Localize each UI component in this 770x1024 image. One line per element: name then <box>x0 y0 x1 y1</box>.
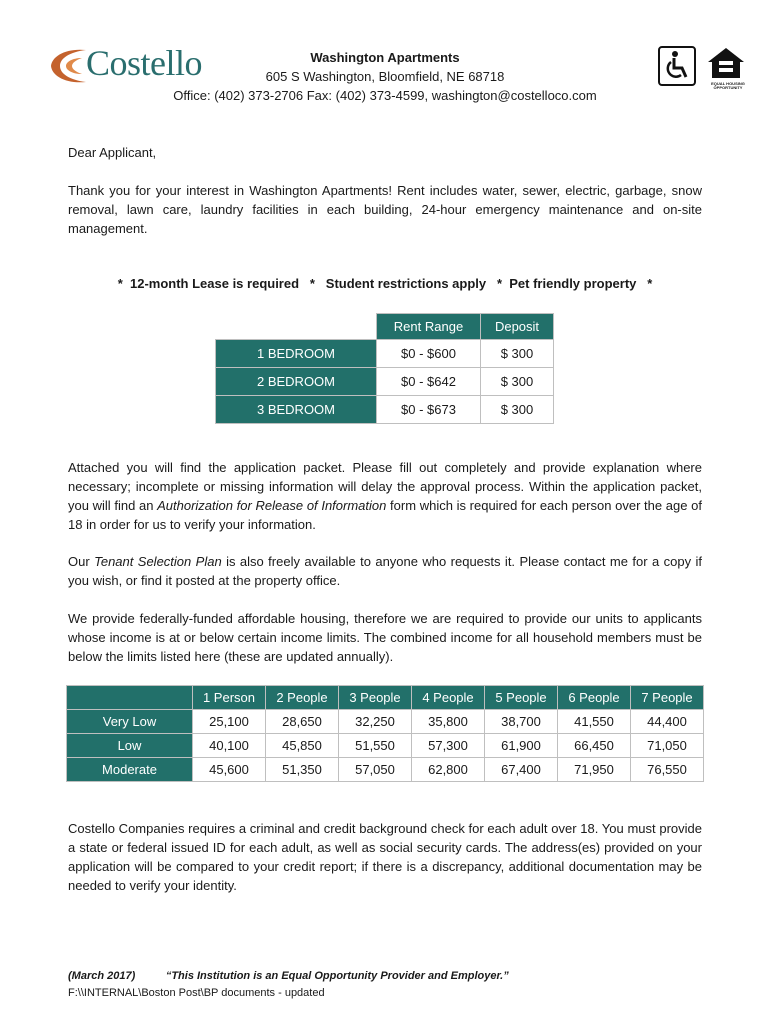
letterhead <box>140 48 630 105</box>
income-limit: 45,850 <box>266 734 339 758</box>
income-level-label: Moderate <box>67 758 193 782</box>
costello-swoosh-icon <box>48 46 88 86</box>
table-row <box>216 340 554 368</box>
rent-range: $0 - $673 <box>377 396 481 424</box>
income-limits-table <box>66 685 704 782</box>
income-limit: 28,650 <box>266 710 339 734</box>
rent-table <box>215 313 554 424</box>
income-limit: 38,700 <box>485 710 558 734</box>
deposit: $ 300 <box>481 396 554 424</box>
equal-housing-opportunity-icon <box>706 46 746 80</box>
compliance-badges <box>658 46 748 88</box>
wheelchair-accessibility-icon <box>658 46 696 86</box>
household-size-header: 5 People <box>485 686 558 710</box>
rent-table-corner <box>216 314 377 340</box>
household-size-header: 7 People <box>631 686 704 710</box>
logo-text: Costello <box>86 43 203 83</box>
household-size-header: 3 People <box>339 686 412 710</box>
income-limit: 71,050 <box>631 734 704 758</box>
lease-requirements: * 12-month Lease is required * Student restrictions apply * Pet friendly property * <box>117 276 653 291</box>
application-text: Attached you will find the application packet. Please fill out completely and provide explanation where necessary; incomplete or missing information will delay the approval process. Within the application packet, you will find an <box>68 460 702 513</box>
income-limit: 35,800 <box>412 710 485 734</box>
deposit-header: Deposit <box>481 314 554 340</box>
income-level-label: Very Low <box>67 710 193 734</box>
income-limit: 66,450 <box>558 734 631 758</box>
deposit: $ 300 <box>481 368 554 396</box>
deposit: $ 300 <box>481 340 554 368</box>
income-level-label: Low <box>67 734 193 758</box>
file-path: F:\\INTERNAL\Boston Post\BP documents - updated <box>68 987 325 999</box>
rent-range: $0 - $642 <box>377 368 481 396</box>
table-row <box>67 710 704 734</box>
equal-opportunity-statement: “This Institution is an Equal Opportunity Provider and Employer.” <box>165 970 509 982</box>
application-paragraph <box>68 458 702 534</box>
income-limit: 41,550 <box>558 710 631 734</box>
income-limit: 32,250 <box>339 710 412 734</box>
income-limit: 51,350 <box>266 758 339 782</box>
rent-range-header: Rent Range <box>377 314 481 340</box>
income-limit: 25,100 <box>193 710 266 734</box>
household-size-header: 1 Person <box>193 686 266 710</box>
unit-type: 2 BEDROOM <box>216 368 377 396</box>
income-limit: 62,800 <box>412 758 485 782</box>
authorization-form-name: Authorization for Release of Information <box>157 498 387 513</box>
income-limit: 44,400 <box>631 710 704 734</box>
tenant-selection-plan-name: Tenant Selection Plan <box>94 554 222 569</box>
income-limit: 45,600 <box>193 758 266 782</box>
property-address: 605 S Washington, Bloomfield, NE 68718 <box>265 69 505 84</box>
household-size-header: 2 People <box>266 686 339 710</box>
income-limits-paragraph: We provide federally-funded affordable housing, therefore we are required to provide our units to applicants whose income is at or below certain income limits. The combined income for all household members must be below the limits listed here (these are updated annually). <box>68 611 702 664</box>
unit-type: 1 BEDROOM <box>216 340 377 368</box>
footer-statement <box>68 970 509 982</box>
household-size-header: 6 People <box>558 686 631 710</box>
income-limit: 71,950 <box>558 758 631 782</box>
background-check-paragraph: Costello Companies requires a criminal and credit background check for each adult over 18. You must provide a state or federal issued ID for each adult, as well as social security cards. The address(es) provided on your application will be compared to your credit report; if there is a discrepancy, additional documentation may be needed to verify your identity. <box>68 821 702 893</box>
intro-paragraph: Thank you for your interest in Washington Apartments! Rent includes water, sewer, electric, garbage, snow removal, lawn care, laundry facilities in each building, 24-hour emergency maintenance and on-site management. <box>68 183 702 236</box>
tsp-text: Our <box>68 554 95 569</box>
income-limit: 51,550 <box>339 734 412 758</box>
income-limit: 57,050 <box>339 758 412 782</box>
household-size-header: 4 People <box>412 686 485 710</box>
income-limit: 57,300 <box>412 734 485 758</box>
income-limit: 61,900 <box>485 734 558 758</box>
table-row <box>216 368 554 396</box>
table-row <box>216 396 554 424</box>
unit-type: 3 BEDROOM <box>216 396 377 424</box>
table-row <box>67 758 704 782</box>
rent-range: $0 - $600 <box>377 340 481 368</box>
income-limit: 76,550 <box>631 758 704 782</box>
tenant-selection-paragraph <box>68 552 702 590</box>
tsp-text-end: is also freely available to anyone who requests it. Please contact me for a copy if you wish, or find it posted at the property office. <box>68 554 702 588</box>
eho-caption: EQUAL HOUSING OPPORTUNITY <box>711 81 745 90</box>
property-name: Washington Apartments <box>310 50 460 65</box>
income-limit: 67,400 <box>485 758 558 782</box>
property-contact: Office: (402) 373-2706 Fax: (402) 373-4599, washington@costelloco.com <box>173 88 597 103</box>
greeting: Dear Applicant, <box>68 145 157 160</box>
table-row <box>67 734 704 758</box>
income-limit: 40,100 <box>193 734 266 758</box>
income-table-corner <box>67 686 193 710</box>
footer-date: (March 2017) <box>68 970 136 982</box>
application-text-end: form which is required for each person over the age of 18 in order for us to verify your information. <box>68 498 702 532</box>
